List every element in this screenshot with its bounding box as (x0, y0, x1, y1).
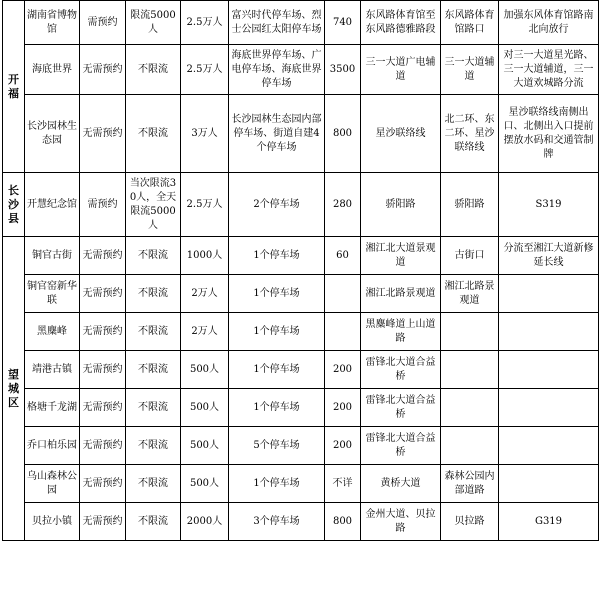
access-road-cell: 湘江北路景观道 (361, 275, 441, 313)
parking-spaces-cell (325, 275, 361, 313)
reservation-cell: 需预约 (80, 173, 126, 237)
visitor-limit-cell: 不限流 (126, 465, 181, 503)
capacity-cell: 2.5万人 (181, 1, 229, 45)
parking-cell: 1个停车场 (229, 275, 325, 313)
district-cell: 开 福 (3, 1, 25, 173)
visitor-limit-cell: 当次限流30人，全天限流5000人 (126, 173, 181, 237)
access-road-cell: 黄桥大道 (361, 465, 441, 503)
access-road-cell: 三一大道广电辅道 (361, 45, 441, 95)
reservation-cell: 无需预约 (80, 503, 126, 541)
site-name-cell: 贝拉小镇 (25, 503, 80, 541)
control-point-cell (441, 427, 499, 465)
parking-spaces-cell: 740 (325, 1, 361, 45)
diversion-cell (499, 313, 599, 351)
access-road-cell: 雷锋北大道合益桥 (361, 427, 441, 465)
reservation-cell: 无需预约 (80, 427, 126, 465)
control-point-cell: 东风路体育馆路口 (441, 1, 499, 45)
visitor-limit-cell: 不限流 (126, 427, 181, 465)
parking-spaces-cell: 60 (325, 237, 361, 275)
diversion-cell (499, 465, 599, 503)
control-point-cell: 古街口 (441, 237, 499, 275)
parking-spaces-cell: 3500 (325, 45, 361, 95)
table-row (3, 465, 599, 503)
access-road-cell: 雷锋北大道合益桥 (361, 351, 441, 389)
parking-spaces-cell: 200 (325, 351, 361, 389)
reservation-cell: 无需预约 (80, 313, 126, 351)
table-row (3, 275, 599, 313)
table-row (3, 503, 599, 541)
parking-spaces-cell: 800 (325, 95, 361, 173)
parking-spaces-cell: 200 (325, 427, 361, 465)
parking-cell: 1个停车场 (229, 351, 325, 389)
site-name-cell: 海底世界 (25, 45, 80, 95)
parking-cell: 海底世界停车场、广电停车场、海底世界停车场 (229, 45, 325, 95)
access-road-cell: 雷锋北大道合益桥 (361, 389, 441, 427)
parking-spaces-cell: 280 (325, 173, 361, 237)
site-name-cell: 长沙园林生态园 (25, 95, 80, 173)
control-point-cell: 森林公园内部道路 (441, 465, 499, 503)
capacity-cell: 1000人 (181, 237, 229, 275)
diversion-cell: 加强东风体育馆路南北向放行 (499, 1, 599, 45)
parking-cell: 5个停车场 (229, 427, 325, 465)
visitor-limit-cell: 不限流 (126, 313, 181, 351)
diversion-cell: 对三一大道星光路、三一大道辅道，三一大道欢城路分流 (499, 45, 599, 95)
control-point-cell (441, 351, 499, 389)
control-point-cell: 湘江北路景观道 (441, 275, 499, 313)
parking-cell: 1个停车场 (229, 465, 325, 503)
visitor-limit-cell: 不限流 (126, 503, 181, 541)
reservation-cell: 无需预约 (80, 465, 126, 503)
visitor-limit-cell: 不限流 (126, 95, 181, 173)
parking-cell: 1个停车场 (229, 313, 325, 351)
site-name-cell: 开慧纪念馆 (25, 173, 80, 237)
control-point-cell: 骄阳路 (441, 173, 499, 237)
parking-spaces-cell: 不详 (325, 465, 361, 503)
reservation-cell: 无需预约 (80, 237, 126, 275)
table-row (3, 1, 599, 45)
diversion-cell (499, 351, 599, 389)
visitor-limit-cell: 不限流 (126, 45, 181, 95)
site-name-cell: 格塘千龙湖 (25, 389, 80, 427)
site-name-cell: 黑麋峰 (25, 313, 80, 351)
access-road-cell: 金州大道、贝拉路 (361, 503, 441, 541)
capacity-cell: 500人 (181, 389, 229, 427)
district-cell: 望 城 区 (3, 237, 25, 541)
control-point-cell: 北二环、东二环、星沙联络线 (441, 95, 499, 173)
capacity-cell: 2万人 (181, 313, 229, 351)
table-row (3, 45, 599, 95)
parking-spaces-cell: 200 (325, 389, 361, 427)
table-row (3, 389, 599, 427)
capacity-cell: 3万人 (181, 95, 229, 173)
parking-cell: 1个停车场 (229, 237, 325, 275)
reservation-cell: 无需预约 (80, 45, 126, 95)
reservation-cell: 需预约 (80, 1, 126, 45)
access-road-cell: 骄阳路 (361, 173, 441, 237)
diversion-cell: 分流至湘江大道新修延长线 (499, 237, 599, 275)
reservation-cell: 无需预约 (80, 95, 126, 173)
site-name-cell: 乌山森林公园 (25, 465, 80, 503)
district-cell: 长 沙 县 (3, 173, 25, 237)
reservation-cell: 无需预约 (80, 389, 126, 427)
parking-cell: 2个停车场 (229, 173, 325, 237)
access-road-cell: 湘江北大道景观道 (361, 237, 441, 275)
diversion-cell (499, 389, 599, 427)
parking-spaces-cell: 800 (325, 503, 361, 541)
control-point-cell (441, 389, 499, 427)
capacity-cell: 2000人 (181, 503, 229, 541)
diversion-cell: 星沙联络线南侧出口、北侧出入口提前摆放水码和交通管制牌 (499, 95, 599, 173)
parking-cell: 1个停车场 (229, 389, 325, 427)
table-row (3, 173, 599, 237)
capacity-cell: 500人 (181, 465, 229, 503)
parking-cell: 富兴时代停车场、烈士公园红太阳停车场 (229, 1, 325, 45)
parking-cell: 长沙园林生态园内部停车场、街道自建4个停车场 (229, 95, 325, 173)
reservation-cell: 无需预约 (80, 275, 126, 313)
capacity-cell: 2.5万人 (181, 45, 229, 95)
parking-cell: 3个停车场 (229, 503, 325, 541)
capacity-cell: 2.5万人 (181, 173, 229, 237)
control-point-cell (441, 313, 499, 351)
visitor-limit-cell: 不限流 (126, 237, 181, 275)
access-road-cell: 星沙联络线 (361, 95, 441, 173)
table-row (3, 351, 599, 389)
table-row (3, 313, 599, 351)
table-row (3, 427, 599, 465)
diversion-cell (499, 427, 599, 465)
visitor-limit-cell: 不限流 (126, 351, 181, 389)
site-name-cell: 靖港古镇 (25, 351, 80, 389)
access-road-cell: 东风路体育馆至东风路德雅路段 (361, 1, 441, 45)
control-point-cell: 三一大道辅道 (441, 45, 499, 95)
reservation-cell: 无需预约 (80, 351, 126, 389)
capacity-cell: 2万人 (181, 275, 229, 313)
site-name-cell: 乔口柏乐园 (25, 427, 80, 465)
parking-spaces-cell (325, 313, 361, 351)
control-point-cell: 贝拉路 (441, 503, 499, 541)
diversion-cell: G319 (499, 503, 599, 541)
traffic-table (2, 0, 599, 541)
visitor-limit-cell: 不限流 (126, 389, 181, 427)
capacity-cell: 500人 (181, 351, 229, 389)
site-name-cell: 湖南省博物馆 (25, 1, 80, 45)
table-row (3, 95, 599, 173)
access-road-cell: 黑麋峰道上山道路 (361, 313, 441, 351)
site-name-cell: 铜官古街 (25, 237, 80, 275)
visitor-limit-cell: 限流5000人 (126, 1, 181, 45)
capacity-cell: 500人 (181, 427, 229, 465)
visitor-limit-cell: 不限流 (126, 275, 181, 313)
table-row (3, 237, 599, 275)
diversion-cell (499, 275, 599, 313)
site-name-cell: 铜官窑新华联 (25, 275, 80, 313)
diversion-cell: S319 (499, 173, 599, 237)
